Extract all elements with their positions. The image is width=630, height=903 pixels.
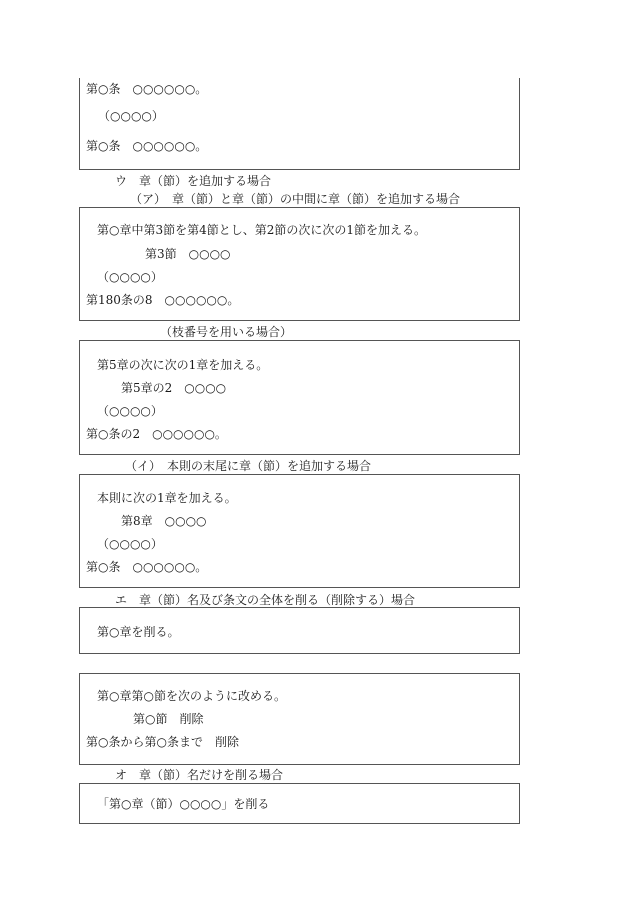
caption-line: （○○○○） xyxy=(98,109,164,123)
provision-box-1 xyxy=(79,78,520,170)
provision-box-4 xyxy=(79,474,520,588)
instruction-line: 第○章を削る。 xyxy=(97,625,180,639)
section-heading-u: ウ 章（節）を追加する場合 xyxy=(115,174,272,188)
subsection-heading-i: （イ） 本則の末尾に章（節）を追加する場合 xyxy=(125,459,372,473)
instruction-line: 本則に次の1章を加える。 xyxy=(97,491,237,505)
provision-box-2 xyxy=(79,207,520,321)
caption-line: （○○○○） xyxy=(97,537,163,551)
article-line: 第○条の2 ○○○○○○。 xyxy=(86,427,227,441)
instruction-line: 第○章中第3節を第4節とし、第2節の次に次の1節を加える。 xyxy=(97,223,427,237)
instruction-line: 第5章の次に次の1章を加える。 xyxy=(97,358,269,372)
caption-line: （○○○○） xyxy=(97,270,163,284)
section-title-line: 第3節 ○○○○ xyxy=(145,247,231,261)
article-line: 第○条 ○○○○○○。 xyxy=(86,139,208,153)
subsection-heading-eda: （枝番号を用いる場合） xyxy=(160,325,293,339)
caption-line: （○○○○） xyxy=(97,404,163,418)
section-heading-e: エ 章（節）名及び条文の全体を削る（削除する）場合 xyxy=(115,593,416,607)
provision-box-5 xyxy=(79,607,520,654)
section-title-line: 第○節 削除 xyxy=(133,712,204,726)
article-line: 第○条 ○○○○○○。 xyxy=(86,82,208,96)
article-line: 第○条 ○○○○○○。 xyxy=(86,560,208,574)
section-heading-o: オ 章（節）名だけを削る場合 xyxy=(115,768,284,782)
subsection-heading-a: （ア） 章（節）と章（節）の中間に章（節）を追加する場合 xyxy=(130,192,461,206)
provision-box-7 xyxy=(79,783,520,824)
article-line: 第○条から第○条まで 削除 xyxy=(86,735,239,749)
chapter-title-line: 第5章の2 ○○○○ xyxy=(121,381,227,395)
chapter-title-line: 第8章 ○○○○ xyxy=(121,514,207,528)
provision-box-6 xyxy=(79,673,520,765)
article-line: 第180条の8 ○○○○○○。 xyxy=(86,293,240,307)
instruction-line: 第○章第○節を次のように改める。 xyxy=(97,689,286,703)
instruction-line: 「第○章（節）○○○○」を削る xyxy=(97,797,270,811)
provision-box-3 xyxy=(79,340,520,455)
